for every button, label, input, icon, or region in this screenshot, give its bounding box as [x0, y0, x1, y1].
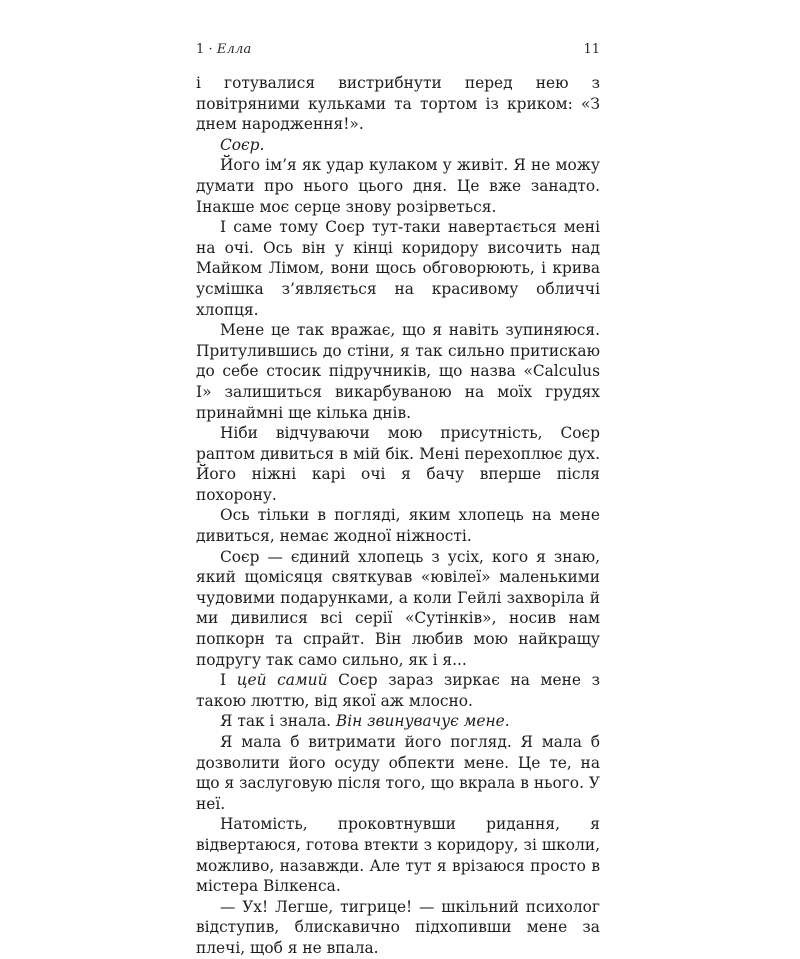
paragraph-4 [196, 217, 600, 320]
paragraph-10-italic: Він звинувачує мене. [335, 712, 510, 731]
paragraph-9 [196, 670, 600, 711]
paragraph-10-before: Я так і знала. [220, 712, 336, 731]
paragraph-2-italic: Соєр. [220, 135, 265, 154]
paragraph-1-text: і готувалися вистрибнути перед нею з повітряними кульками та тортом із криком: «З днем народження!». [196, 74, 600, 134]
paragraph-2 [196, 135, 600, 156]
paragraph-5-text: Мене це так вражає, що я навіть зупиняюся. Притулившись до стіни, я так сильно притискаю до себе стосик підручників, що назва «Calculus I» залишиться викарбуваною на моїх грудях принаймні ще кілька днів. [196, 321, 600, 422]
paragraph-11 [196, 732, 600, 814]
paragraph-9-italic: цей самий [236, 671, 328, 690]
paragraph-9-after: Соєр зараз зиркає на мене з такою люттю, від якої аж млосно. [196, 671, 600, 710]
paragraph-13 [196, 897, 600, 959]
running-head [196, 42, 251, 57]
paragraph-7 [196, 505, 600, 546]
paragraph-13-text: — Ух! Легше, тигрице! — шкільний психолог відступив, блискавично підхопивши мене за плечі, щоб я не впала. [196, 897, 600, 957]
paragraph-3-text: Його ім’я як удар кулаком у живіт. Я не можу думати про нього цього дня. Це вже занадто. Інакше моє серце знову розірветься. [196, 156, 600, 216]
page-header [196, 42, 600, 62]
paragraph-1 [196, 73, 600, 135]
paragraph-8-text: Соєр — єдиний хлопець з усіх, кого я знаю, який щомісяця святкував «ювілеї» маленькими чудовими подарунками, а коли Гейлі захворіла й ми дивилися всі серії «Сутінків», носив нам попкорн та спрайт. Він любив мою найкращу подругу так само сильно, як і я... [196, 547, 600, 669]
paragraph-8 [196, 547, 600, 671]
page-number: 11 [583, 42, 600, 57]
paragraph-9-before: І [220, 671, 237, 690]
paragraph-12-text: Натомість, проковтнувши ридання, я відвертаюся, готова втекти з коридору, зі школи, можливо, назавжди. Але тут я врізаюся просто в містера Вілкенса. [196, 815, 600, 896]
paragraph-11-text: Я мала б витримати його погляд. Я мала б дозволити його осуду обпекти мене. Це те, на що я заслуговую після того, що вкрала в нього. У неї. [196, 733, 600, 813]
header-separator: · [208, 42, 213, 57]
chapter-number: 1 [196, 42, 205, 57]
paragraph-5 [196, 320, 600, 423]
paragraph-12 [196, 814, 600, 896]
paragraph-7-text: Ось тільки в погляді, яким хлопець на мене дивиться, немає жодної ніжності. [196, 506, 600, 546]
body-text [196, 73, 600, 959]
paragraph-6-text: Ніби відчуваючи мою присутність, Соєр раптом дивиться в мій бік. Мені перехоплює дух. Його ніжні карі очі я бачу вперше після похорону. [196, 424, 600, 504]
chapter-title: Елла [216, 42, 252, 57]
paragraph-4-text: І саме тому Соєр тут-таки навертається мені на очі. Ось він у кінці коридору височить над Майком Лімом, вони щось обговорюють, і крива усмішка з’являється на красивому обличчі хлопця. [196, 218, 600, 319]
paragraph-3 [196, 155, 600, 217]
paragraph-6 [196, 423, 600, 505]
paragraph-10 [196, 711, 600, 732]
